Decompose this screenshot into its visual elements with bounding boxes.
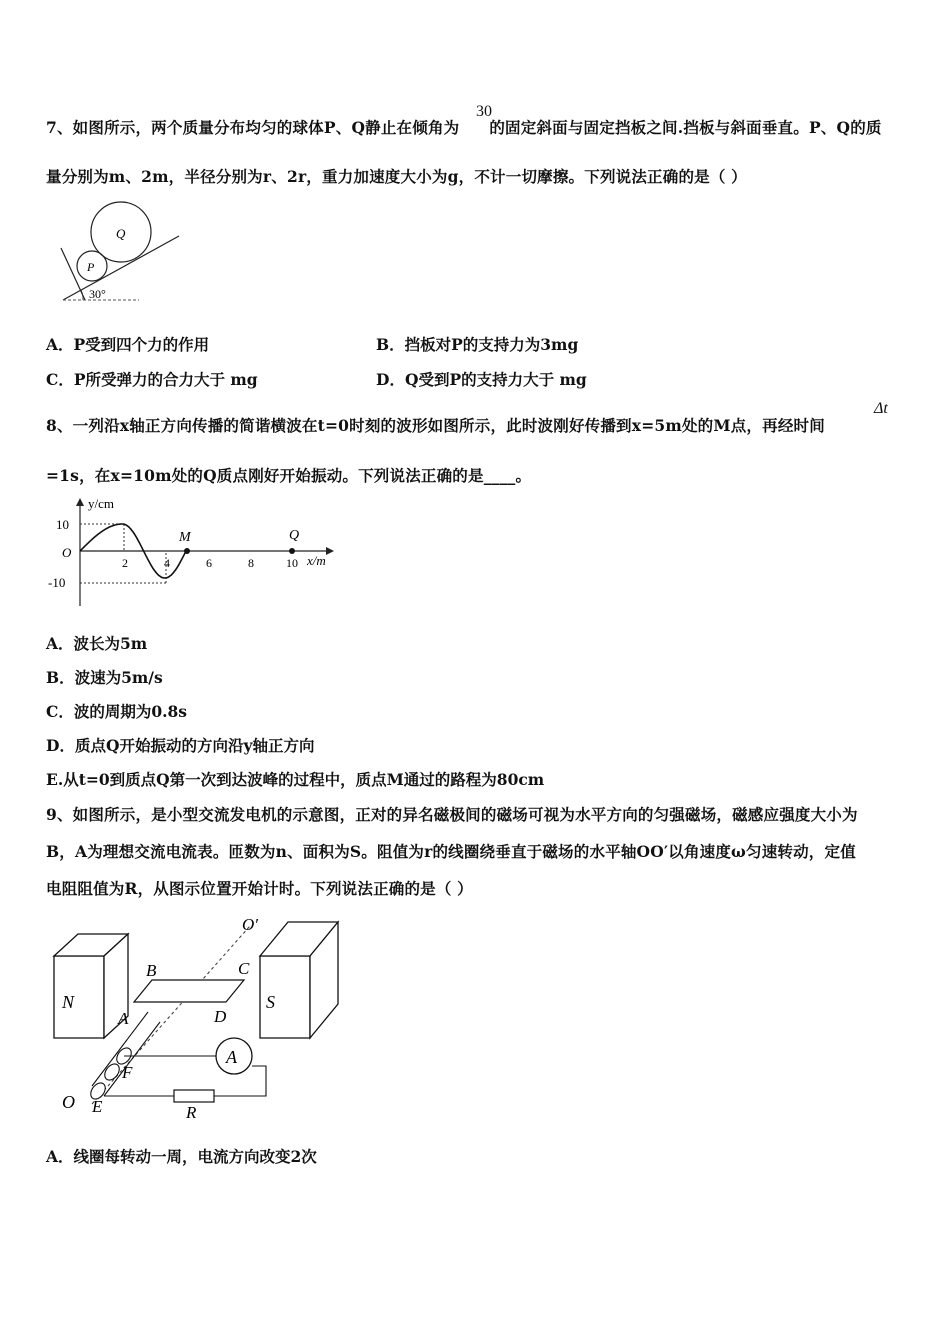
q7-option-c: C．P所受弹力的合力大于 mg xyxy=(46,370,258,389)
y-tick-pos: 10 xyxy=(56,517,69,532)
q8-option-e: E.从t=0到质点Q第一次到达波峰的过程中，质点M通过的路程为80cm xyxy=(46,770,545,789)
label-d: D xyxy=(214,1007,227,1026)
label-m: M xyxy=(179,530,191,545)
q8-option-c: C．波的周期为0.8s xyxy=(46,702,188,721)
origin-label: O xyxy=(62,545,72,560)
label-c: C xyxy=(238,959,250,978)
q7-option-d: D．Q受到P的支持力大于 mg xyxy=(376,370,587,389)
label-f: F xyxy=(122,1063,133,1082)
label-q: Q xyxy=(116,226,126,241)
label-p: P xyxy=(87,260,95,274)
x-tick-6: 6 xyxy=(206,556,212,570)
x-label: x/m xyxy=(307,553,326,568)
x-tick-2: 2 xyxy=(122,556,128,570)
q7-line1: 7、如图所示，两个质量分布均匀的球体P、Q静止在倾角为 的固定斜面与固定挡板之间.挡板与斜面垂直。P、Q的质 xyxy=(46,118,882,137)
y-tick-neg: -10 xyxy=(48,575,66,590)
magnet-s xyxy=(260,922,338,1038)
label-b: B xyxy=(146,961,157,980)
q7-angle: 30 xyxy=(476,103,492,120)
q9-line3: 电阻阻值为R，从图示位置开始计时。下列说法正确的是（ ） xyxy=(46,879,473,898)
y-arrow xyxy=(76,498,84,506)
magnet-n xyxy=(54,934,128,1038)
label-q: Q xyxy=(289,528,300,543)
q9-line1: 9、如图所示，是小型交流发电机的示意图，正对的异名磁极间的磁场可视为水平方向的匀强磁场，磁感应强度大小为 xyxy=(46,805,858,824)
label-ammeter: A xyxy=(226,1047,237,1067)
angle-arc xyxy=(81,290,83,300)
label-n: N xyxy=(62,992,75,1012)
q7-line2: 量分别为m、2m，半径分别为r、2r，重力加速度大小为g，不计一切摩擦。下列说法正确的是（ ） xyxy=(46,167,747,186)
label-e: E xyxy=(92,1097,103,1116)
x-tick-4: 4 xyxy=(164,556,170,570)
label-a: A xyxy=(118,1009,129,1028)
q8-wave-figure xyxy=(44,494,344,610)
q8-option-b: B．波速为5m/s xyxy=(46,668,163,687)
resistor xyxy=(174,1090,214,1102)
q9-generator-figure xyxy=(48,908,348,1122)
q7-option-a: A．P受到四个力的作用 xyxy=(46,335,210,354)
label-angle: 30° xyxy=(89,287,106,301)
coil-abcd xyxy=(134,980,244,1002)
point-q xyxy=(289,548,295,554)
q7-option-b: B．挡板对P的支持力为3mg xyxy=(376,335,579,354)
q8-option-d: D．质点Q开始振动的方向沿y轴正方向 xyxy=(46,736,315,755)
x-tick-10: 10 xyxy=(286,556,298,570)
label-o1: O′ xyxy=(242,915,258,934)
q8-line1: 8、一列沿x轴正方向传播的简谐横波在t=0时刻的波形如图所示，此时波刚好传播到x=5m处的M点，再经时间 xyxy=(46,416,825,435)
label-o: O xyxy=(62,1092,75,1112)
q8-option-a: A．波长为5m xyxy=(46,634,148,653)
q8-dt: Δt xyxy=(874,400,888,417)
label-s: S xyxy=(266,992,275,1012)
x-arrow xyxy=(326,547,334,555)
y-label: y/cm xyxy=(88,496,114,511)
q9-option-a: A．线圈每转动一周，电流方向改变2次 xyxy=(46,1147,317,1166)
point-m xyxy=(184,548,190,554)
q7-figure xyxy=(55,196,185,304)
x-tick-8: 8 xyxy=(248,556,254,570)
label-r: R xyxy=(186,1103,197,1122)
q8-line2: =1s，在x=10m处的Q质点刚好开始振动。下列说法正确的是____。 xyxy=(46,466,532,485)
q9-line2: B，A为理想交流电流表。匝数为n、面积为S。阻值为r的线圈绕垂直于磁场的水平轴OO′以角速度ω匀速转动，定值 xyxy=(46,842,856,861)
